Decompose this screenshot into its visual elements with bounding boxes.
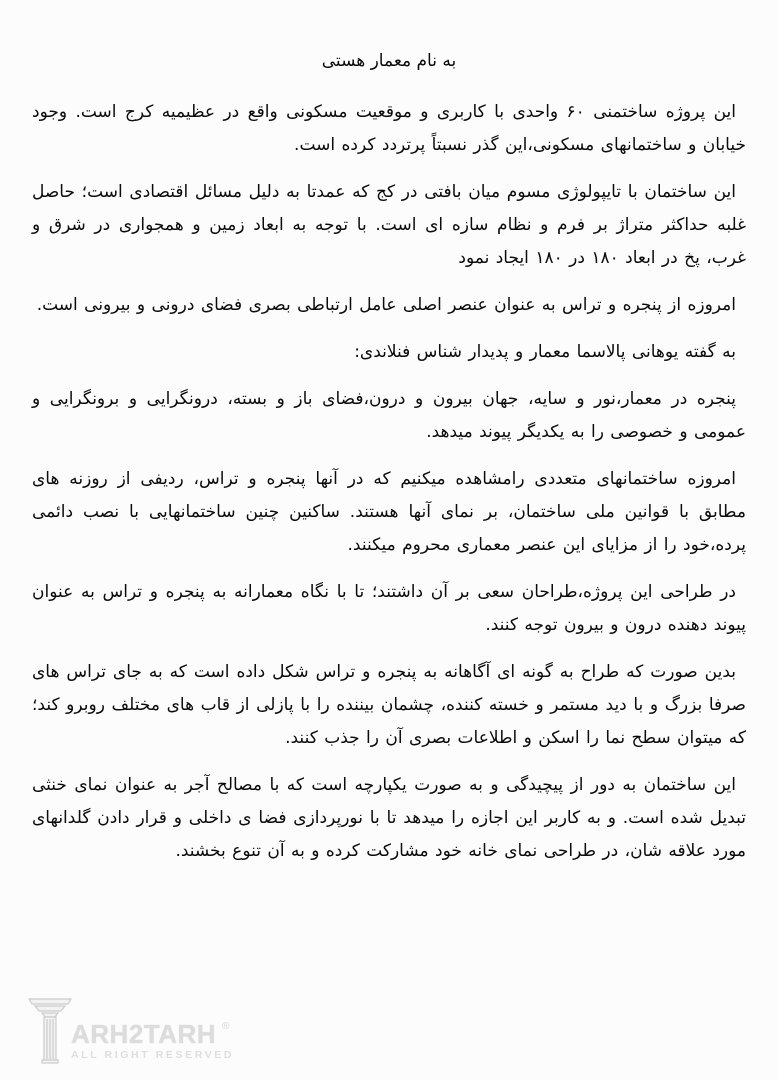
document-body: [32, 45, 746, 882]
paragraph-brick-facade: این ساختمان به دور از پیچیدگی و به صورت یکپارچه است که با مصالح آجر به عنوان نمای خنثی تبدیل شده است. و به کاربر این اجازه را میدهد تا با نورپردازی فضا ی داخلی و قرار دادن گلدانهای مورد علاقه شان، در طراحی نمای خانه خود مشارکت کرده و به آن تنوع بخشند.: [32, 775, 746, 861]
paragraph-design-intent: در طراحی این پروژه،طراحان سعی بر آن داشتند؛ تا با نگاه معمارانه به پنجره و تراس به عنوان پیوند دهنده درون و بیرون توجه کنند.: [32, 582, 746, 635]
column-logo-icon: [28, 998, 72, 1064]
paragraph-typical-buildings: امروزه ساختمانهای متعددی رامشاهده میکنیم که در آنها پنجره و تراس، ردیفی از روزنه های مطابق با قوانین ملی ساختمان، بر نمای آنها هستند. ساکنین چنین ساختمانهایی با نصب دائمی پرده،خود را از مزایای این عنصر معماری محروم میکنند.: [32, 469, 746, 555]
watermark-text-block: [71, 1016, 234, 1061]
brand-wordmark: ARH2TARH: [71, 1019, 217, 1049]
paragraph-project-intro: این پروژه ساختمنی ۶۰ واحدی با کاربری و موقعیت مسکونی واقع در عظیمیه کرج است. وجود خیابان و ساختمانهای مسکونی،این گذر نسبتاً پرتردد کرده است.: [32, 102, 746, 155]
paragraph-typology: این ساختمان با تایپولوژی مسوم میان بافتی در کج که عمدتا به دلیل مسائل اقتصادی است؛ حاصل غلبه حداکثر متراژ بر فرم و نظام سازه ای است. با توجه به ابعاد زمین و همجواری در شرق و غرب، پخ در ابعاد ۱۸۰ در ۱۸۰ ایجاد نمود: [32, 182, 746, 268]
registered-trademark-icon: ®: [222, 1021, 230, 1032]
tarh2tarh-watermark: [28, 998, 234, 1064]
paragraph-window-terrace: امروزه از پنجره و تراس به عنوان عنصر اصلی عامل ارتباطی بصری فضای درونی و بیرونی است.: [36, 295, 736, 315]
brand-wordmark-line: [71, 1016, 234, 1049]
paragraph-pallasmaa-intro: به گفته یوهانی پالاسما معمار و پدیدار شناس فنلاندی:: [354, 342, 736, 362]
document-title: به نام معمار هستی: [321, 51, 457, 71]
paragraph-pallasmaa-quote: پنجره در معمار،نور و سایه، جهان بیرون و درون،فضای باز و بسته، درونگرایی و برونگرایی و عمومی و خصوصی را به یکدیگر پیوند میدهد.: [32, 389, 746, 442]
paragraph-facade-puzzle: بدین صورت که طراح به گونه ای آگاهانه به پنجره و تراس شکل داده است که به جای تراس های صرفا بزرگ و با دید مستمر و خسته کننده، چشمان بیننده را با پازلی از قاب های مختلف روبرو کند؛ که میتوان سطح نما را اسکن و اطلاعات بصری آن را جذب کنند.: [32, 662, 746, 748]
copyright-tagline: ALL RIGHT RESERVED: [71, 1049, 235, 1061]
